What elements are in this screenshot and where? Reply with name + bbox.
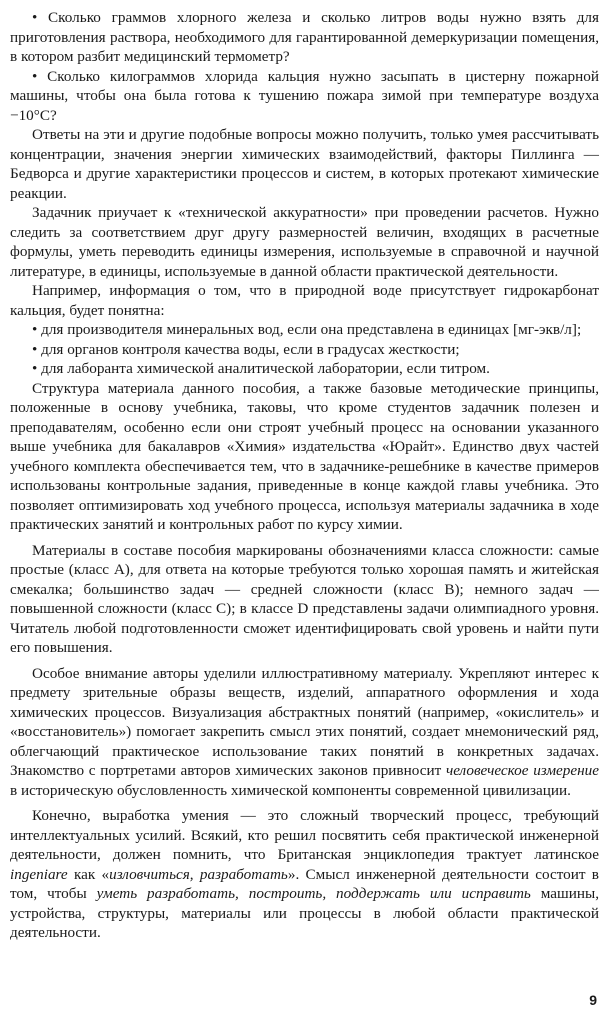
emphasis-text: изловчиться, разработать xyxy=(109,865,288,883)
emphasis-text: уметь разработать, построить, поддержать или исправить xyxy=(96,885,531,902)
paragraph xyxy=(10,340,599,360)
paragraph xyxy=(10,203,599,281)
paragraph-text: • Сколько граммов хлорного железа и сколько литров воды нужно взять для приготовления раствора, необходимого для гарантированной демеркуризации помещения, в котором разбит медицинский термометр? xyxy=(10,9,599,65)
paragraph-text: машины, устройства, структуры, материалы или процессы в любой области практической деятельности. xyxy=(10,885,599,941)
paragraph xyxy=(10,320,599,340)
paragraph-text: Конечно, выработка умения — это сложный творческий процесс, требующий интеллектуальных усилий. Всякий, кто решил посвятить себя практической инженерной деятельности, должен помнить, что Британская энциклопедия трактует латинское xyxy=(10,807,599,863)
paragraph xyxy=(10,806,599,943)
paragraph-text: Например, информация о том, что в природной воде присутствует гидрокарбонат кальция, будет понятна: xyxy=(10,282,599,319)
emphasis-text: ingeniare xyxy=(10,865,68,883)
paragraph xyxy=(10,359,599,379)
paragraph-text: как « xyxy=(67,865,110,883)
paragraph-text: • для органов контроля качества воды, если в градусах жесткости; xyxy=(32,340,460,358)
paragraph-text: Задачник приучает к «технической аккуратности» при проведении расчетов. Нужно следить за соответствием друг другу размерностей величин, входящих в расчетные формулы, уметь переводить единицы измерения, используемые в справочной и научной литературе, в единицы, используемые в данной области практической деятельности. xyxy=(10,204,599,280)
paragraph xyxy=(10,281,599,320)
paragraph xyxy=(10,125,599,203)
paragraph xyxy=(10,67,599,126)
paragraph-text: Структура материала данного пособия, а также базовые методические принципы, положенные в основу учебника, таковы, что кроме студентов задачник полезен и преподавателям, особенно если они строят учебный процесс на основании указанного выше учебника для бакалавров «Химия» издательства «Юрайт». Единство двух частей учебного комплекта обеспечивается тем, что в задачнике-решебнике в качестве примеров использованы контрольные задания, приведенные в конце каждой главы учебника. Это позволяет оптимизировать ход учебного процесса, используя материалы задачника в ходе практических занятий и контрольных работ по курсу химии. xyxy=(10,379,599,533)
page-body xyxy=(10,8,599,943)
paragraph xyxy=(10,379,599,535)
paragraph-text: Материалы в составе пособия маркированы обозначениями класса сложности: самые простые (класс А), для ответа на которые требуются только хорошая память и житейская смекалка; большинство задач — средней сложности (класс В); немного задач — повышенной сложности (класс С); в классе D представлены задачи олимпиадного уровня. Читатель любой подготовленности сможет идентифицировать свой уровень и найти пути его повышения. xyxy=(10,541,599,656)
paragraph xyxy=(10,8,599,67)
paragraph-text: Особое внимание авторы уделили иллюстративному материалу. Укрепляют интерес к предмету зрительные образы веществ, изделий, аппаратного оформления и хода химических процессов. Визуализация абстрактных понятий (например, «окислитель» и «восстановитель») помогает закрепить смысл этих понятий, создает мнемонический ряд, облегчающий практическое использование таких понятий в конкретных задачах. Знакомство с портретами авторов химических законов привносит xyxy=(10,664,599,779)
page-number: 9 xyxy=(589,992,597,1008)
paragraph xyxy=(10,541,599,658)
paragraph xyxy=(10,664,599,801)
paragraph-text: ». Смысл инженерной деятельности состоит в том, чтобы xyxy=(10,865,599,902)
paragraph-text: в историческую обусловленность химической компоненты современной цивилизации. xyxy=(10,781,571,799)
paragraph-text: • для производителя минеральных вод, если она представлена в единицах [мг-экв/л]; xyxy=(32,321,582,338)
paragraph-text: • Сколько килограммов хлорида кальция нужно засыпать в цистерну пожарной машины, чтобы она была готова к тушению пожара зимой при температуре воздуха −10°С? xyxy=(10,67,599,124)
emphasis-text: человеческое измерение xyxy=(445,762,599,779)
paragraph-text: Ответы на эти и другие подобные вопросы можно получить, только умея рассчитывать концентрации, значения энергии химических взаимодействий, факторы Пиллинга — Бедворса и другие характеристики процессов и систем, в которых протекают химические реакции. xyxy=(10,126,599,202)
paragraph-text: • для лаборанта химической аналитической лаборатории, если титром. xyxy=(32,360,490,377)
